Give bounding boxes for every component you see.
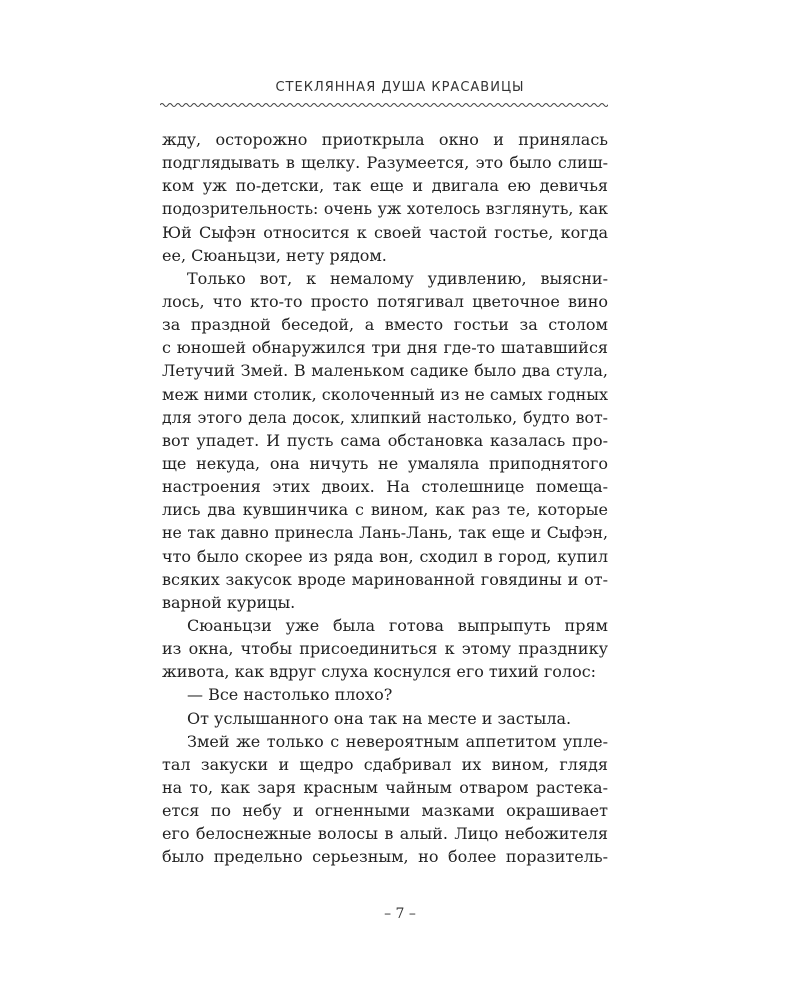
text-line: тал закуски и щедро сдабривал их вином, глядя bbox=[162, 754, 608, 774]
text-line: Сюаньцзи уже была готова выпрыпуть прям bbox=[187, 615, 608, 635]
text-line: на то, как заря красным чайным отваром растека- bbox=[162, 777, 608, 797]
text-line: ще некуда, она ничуть не умаляла приподнятого bbox=[162, 453, 608, 473]
text-line: ется по небу и огненными мазками окрашивает bbox=[162, 801, 608, 821]
text-line: подглядывать в щелку. Разумеется, это было слиш- bbox=[162, 153, 608, 173]
text-line: вот упадет. И пусть сама обстановка казалась про- bbox=[162, 430, 608, 450]
text-line: всяких закусок вроде маринованной говядины и от- bbox=[162, 569, 608, 589]
text-line: От услышанного она так на месте и застыла. bbox=[187, 708, 572, 728]
text-line: из окна, чтобы присоединиться к этому празднику bbox=[162, 639, 608, 659]
text-line: было предельно серьезным, но более поразитель- bbox=[162, 847, 608, 867]
text-line: — Все настолько плохо? bbox=[187, 685, 393, 705]
text-line: Юй Сыфэн относится к своей частой гостье, когда bbox=[162, 222, 608, 242]
text-line: Змей же только с невероятным аппетитом уплe- bbox=[187, 731, 608, 751]
text-line: живота, как вдруг слуха коснулся его тихий голос: bbox=[162, 662, 597, 682]
text-line: его белоснежные волосы в алый. Лицо небожителя bbox=[162, 824, 608, 844]
text-line: за праздной беседой, а вместо гостьи за столом bbox=[162, 315, 608, 335]
text-line: варной курицы. bbox=[162, 592, 296, 612]
text-line: жду, осторожно приоткрыла окно и принялась bbox=[162, 130, 608, 149]
page-number: – 7 – bbox=[384, 906, 416, 922]
text-line: лись два кувшинчика с вином, как раз те, которые bbox=[162, 500, 608, 520]
text-line: что было скорее из ряда вон, сходил в город, купил bbox=[162, 546, 608, 566]
text-line: ее, Сюаньцзи, нету рядом. bbox=[162, 245, 387, 265]
text-line: для этого дела досок, хлипкий настолько, будто вот- bbox=[162, 407, 608, 427]
text-line: лось, что кто-то просто потягивал цветочное вино bbox=[162, 291, 608, 311]
wavy-rule-ornament bbox=[160, 101, 608, 109]
body-text bbox=[162, 128, 608, 869]
text-line: ком уж по-детски, так еще и двигала ею девичья bbox=[162, 176, 608, 196]
text-line: Летучий Змей. В маленьком садике было два стула, bbox=[162, 361, 608, 381]
text-line: с юношей обнаружился три дня где-то шатавшийся bbox=[162, 338, 608, 358]
running-head-title: СТЕКЛЯННАЯ ДУША КРАСАВИЦЫ bbox=[275, 80, 525, 95]
text-line: меж ними столик, сколоченный из не самых годных bbox=[162, 384, 608, 404]
text-line: Только вот, к немалому удивлению, выясни- bbox=[187, 268, 608, 288]
text-line: подозрительность: очень уж хотелось взглянуть, как bbox=[162, 199, 608, 219]
text-line: не так давно принесла Лань-Лань, так еще и Сыфэн, bbox=[162, 523, 608, 543]
text-line: настроения этих двоих. На столешнице помеща- bbox=[162, 477, 608, 497]
wavy-rule-line bbox=[160, 104, 608, 107]
